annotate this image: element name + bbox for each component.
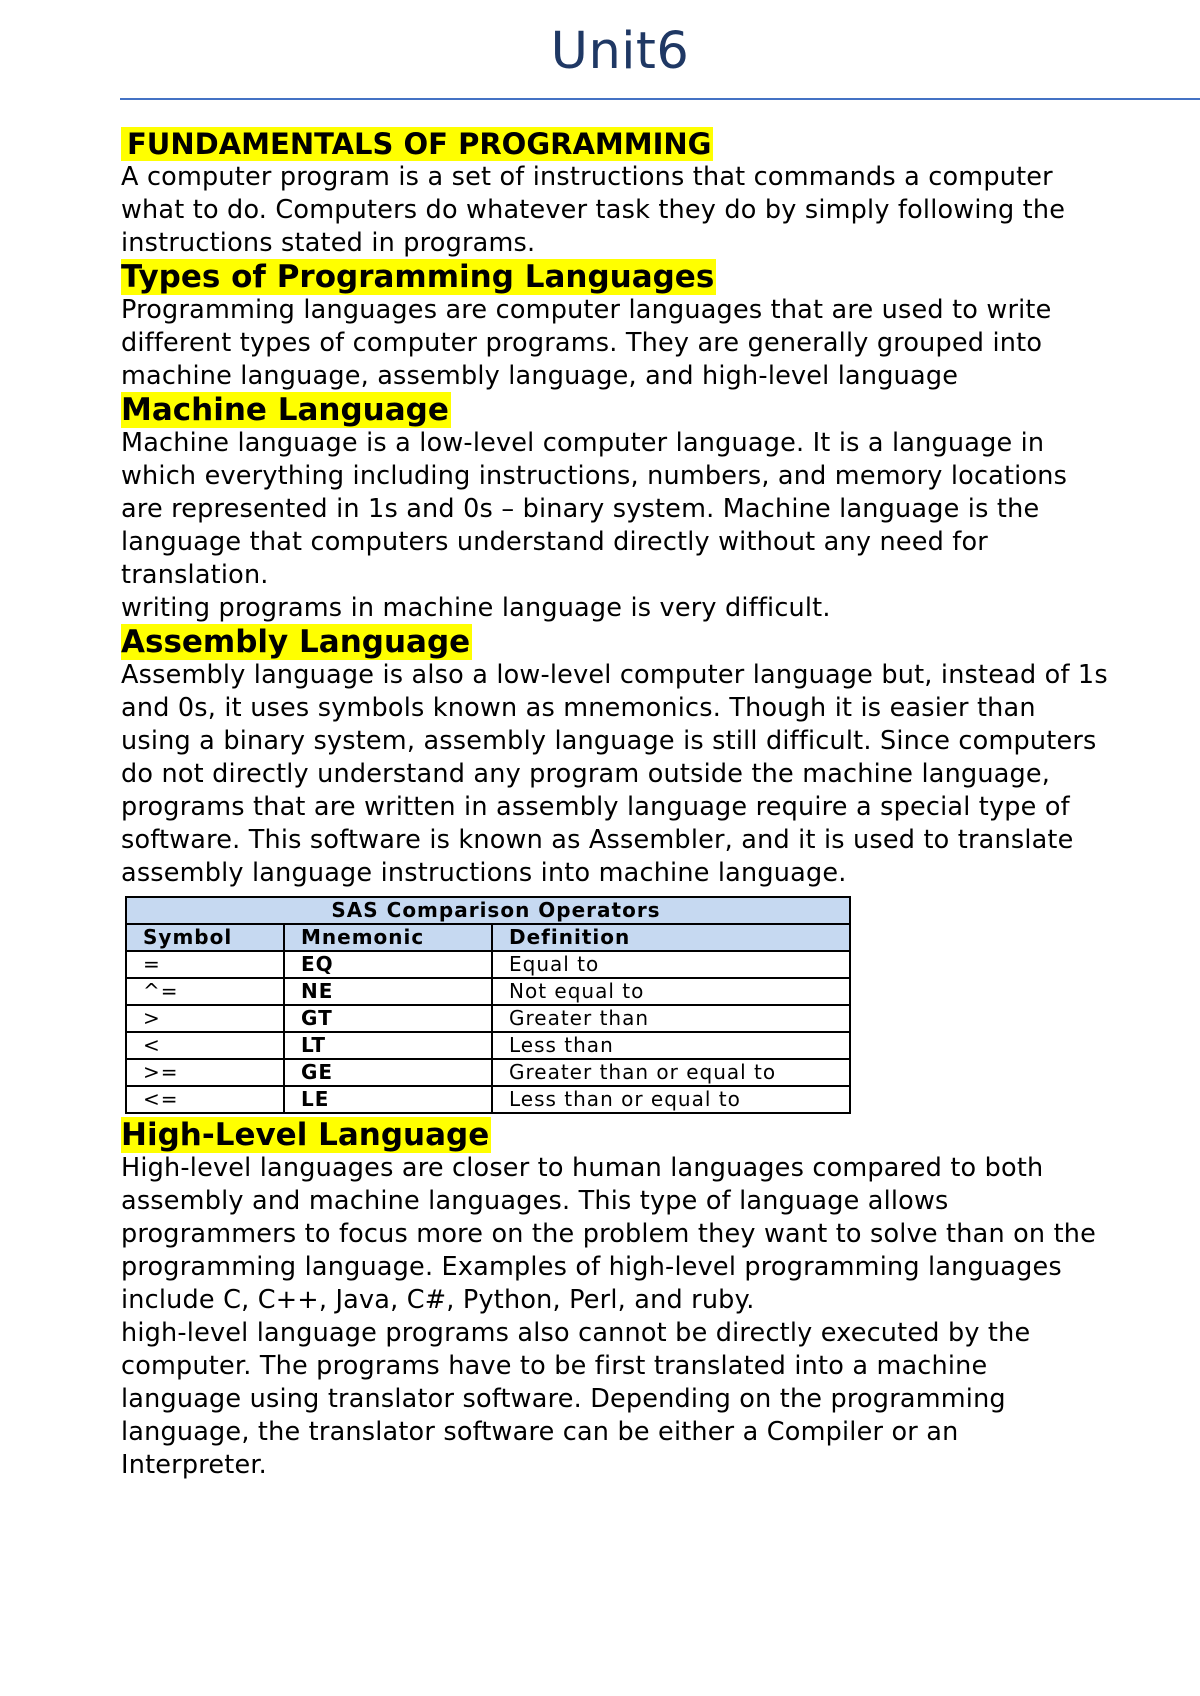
paragraph-line: language using translator software. Depending on the programming xyxy=(121,1384,1006,1414)
paragraph-line: High-level languages are closer to human languages compared to both xyxy=(121,1153,1044,1183)
paragraph-line: language that computers understand directly without any need for xyxy=(121,527,988,557)
cell-definition: Not equal to xyxy=(492,978,850,1005)
heading-high-level-language xyxy=(121,1118,1196,1152)
paragraph-line: computer. The programs have to be first translated into a machine xyxy=(121,1351,988,1381)
paragraph-line: Machine language is a low-level computer language. It is a language in xyxy=(121,428,1045,458)
column-header-symbol: Symbol xyxy=(126,924,284,951)
heading-types xyxy=(121,260,1196,294)
cell-definition: Greater than xyxy=(492,1005,850,1032)
cell-mnemonic: GT xyxy=(284,1005,492,1032)
paragraph-line: programs that are written in assembly language require a special type of xyxy=(121,792,1070,822)
paragraph-line: writing programs in machine language is very difficult. xyxy=(121,593,831,623)
heading-machine-language xyxy=(121,393,1196,427)
paragraph-line: are represented in 1s and 0s – binary system. Machine language is the xyxy=(121,494,1040,524)
heading-assembly-language xyxy=(121,625,1196,659)
sas-comparison-table xyxy=(125,896,851,1114)
table-row xyxy=(126,978,850,1005)
paragraph-machine-language xyxy=(121,427,1196,625)
table-row xyxy=(126,1086,850,1113)
heading-types-text: Types of Programming Languages xyxy=(121,259,715,295)
cell-mnemonic: GE xyxy=(284,1059,492,1086)
paragraph-line: language, the translator software can be either a Compiler or an xyxy=(121,1417,959,1447)
paragraph-line: different types of computer programs. They are generally grouped into xyxy=(121,328,1043,358)
paragraph-line: Programming languages are computer languages that are used to write xyxy=(121,295,1052,325)
cell-symbol: = xyxy=(126,951,284,978)
cell-definition: Equal to xyxy=(492,951,850,978)
paragraph-fundamentals xyxy=(121,161,1196,260)
cell-mnemonic: EQ xyxy=(284,951,492,978)
document-body xyxy=(121,127,1196,1482)
cell-mnemonic: NE xyxy=(284,978,492,1005)
cell-definition: Less than xyxy=(492,1032,850,1059)
column-header-definition: Definition xyxy=(492,924,850,951)
column-header-mnemonic: Mnemonic xyxy=(284,924,492,951)
cell-symbol: ^= xyxy=(126,978,284,1005)
cell-mnemonic: LE xyxy=(284,1086,492,1113)
document-title: Unit6 xyxy=(550,22,690,81)
paragraph-line: programming language. Examples of high-level programming languages xyxy=(121,1252,1062,1282)
cell-mnemonic: LT xyxy=(284,1032,492,1059)
table-caption: SAS Comparison Operators xyxy=(126,897,850,924)
cell-symbol: < xyxy=(126,1032,284,1059)
cell-definition: Greater than or equal to xyxy=(492,1059,850,1086)
table-row xyxy=(126,951,850,978)
paragraph-line: high-level language programs also cannot be directly executed by the xyxy=(121,1318,1031,1348)
paragraph-line: assembly and machine languages. This type of language allows xyxy=(121,1186,949,1216)
paragraph-line: what to do. Computers do whatever task they do by simply following the xyxy=(121,195,1066,225)
paragraph-line: do not directly understand any program outside the machine language, xyxy=(121,759,1051,789)
table-row xyxy=(126,1032,850,1059)
paragraph-assembly-language xyxy=(121,659,1196,890)
cell-symbol: >= xyxy=(126,1059,284,1086)
paragraph-line: Interpreter. xyxy=(121,1450,267,1480)
cell-symbol: > xyxy=(126,1005,284,1032)
heading-assembly-language-text: Assembly Language xyxy=(121,624,471,660)
paragraph-line: which everything including instructions, numbers, and memory locations xyxy=(121,461,1068,491)
paragraph-line: translation. xyxy=(121,560,269,590)
paragraph-line: Assembly language is also a low-level computer language but, instead of 1s xyxy=(121,660,1108,690)
cell-definition: Less than or equal to xyxy=(492,1086,850,1113)
paragraph-line: programmers to focus more on the problem they want to solve than on the xyxy=(121,1219,1097,1249)
table-header-row xyxy=(126,924,850,951)
paragraph-types xyxy=(121,294,1196,393)
paragraph-line: software. This software is known as Assembler, and it is used to translate xyxy=(121,825,1074,855)
paragraph-line: include C, C++, Java, C#, Python, Perl, and ruby. xyxy=(121,1285,755,1315)
paragraph-line: machine language, assembly language, and high-level language xyxy=(121,361,959,391)
cell-symbol: <= xyxy=(126,1086,284,1113)
paragraph-line: A computer program is a set of instructions that commands a computer xyxy=(121,162,1053,192)
title-divider xyxy=(120,98,1200,100)
paragraph-line: using a binary system, assembly language is still difficult. Since computers xyxy=(121,726,1097,756)
table-row xyxy=(126,1005,850,1032)
table-caption-row xyxy=(126,897,850,924)
heading-fundamentals xyxy=(121,127,1196,161)
table-row xyxy=(126,1059,850,1086)
paragraph-line: and 0s, it uses symbols known as mnemonics. Though it is easier than xyxy=(121,693,1036,723)
paragraph-line: assembly language instructions into machine language. xyxy=(121,858,847,888)
paragraph-high-level-language xyxy=(121,1152,1196,1482)
heading-machine-language-text: Machine Language xyxy=(121,392,449,428)
heading-high-level-language-text: High-Level Language xyxy=(121,1117,490,1153)
heading-fundamentals-text: FUNDAMENTALS OF PROGRAMMING xyxy=(121,127,713,161)
paragraph-line: instructions stated in programs. xyxy=(121,228,536,258)
